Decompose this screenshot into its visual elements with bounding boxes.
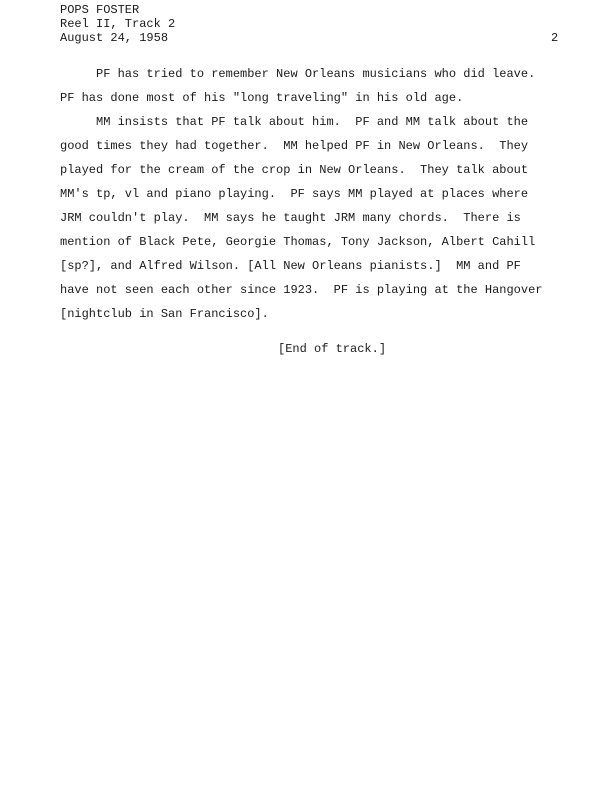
text-line: good times they had together. MM helped PF in New Orleans. They xyxy=(60,139,529,153)
header-date: August 24, 1958 xyxy=(60,31,169,45)
text-line: MM insists that PF talk about him. PF and MM talk about the xyxy=(60,115,529,129)
text-line: played for the cream of the crop in New Orleans. They talk about xyxy=(60,163,529,177)
end-of-track-note: [End of track.] xyxy=(278,342,387,356)
text-line: MM's tp, vl and piano playing. PF says MM played at places where xyxy=(60,187,529,201)
text-line: have not seen each other since 1923. PF is playing at the Hangover xyxy=(60,283,543,297)
header-reel-track: Reel II, Track 2 xyxy=(60,17,176,31)
header-name: POPS FOSTER xyxy=(60,3,140,17)
document-header xyxy=(60,3,175,45)
text-line: [sp?], and Alfred Wilson. [All New Orleans pianists.] MM and PF xyxy=(60,259,521,273)
text-line: JRM couldn't play. MM says he taught JRM many chords. There is xyxy=(60,211,521,225)
paragraph-1 xyxy=(60,62,540,110)
text-line: PF has tried to remember New Orleans musicians who did leave. xyxy=(60,67,536,81)
paragraph-2 xyxy=(60,110,543,326)
text-line: mention of Black Pete, Georgie Thomas, Tony Jackson, Albert Cahill xyxy=(60,235,536,249)
text-line: PF has done most of his "long traveling" in his old age. xyxy=(60,91,464,105)
text-line: [nightclub in San Francisco]. xyxy=(60,307,269,321)
page-number: 2 xyxy=(551,31,559,45)
